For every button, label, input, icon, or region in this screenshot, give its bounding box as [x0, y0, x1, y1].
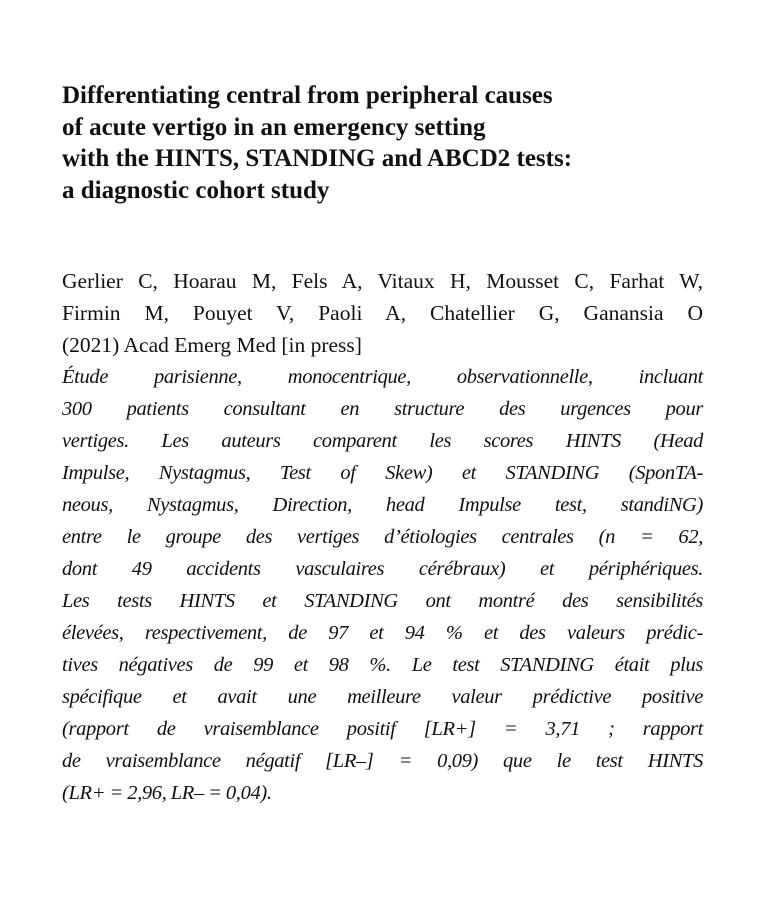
- citation: [62, 265, 703, 361]
- summary-line: 300 patients consultant en structure des urgences pour: [62, 398, 703, 420]
- summary-line: tives négatives de 99 et 98 %. Le test STANDING était plus: [62, 654, 703, 676]
- summary-line: spécifique et avait une meilleure valeur prédictive positive: [62, 686, 703, 708]
- summary-line: entre le groupe des vertiges d’étiologies centrales (n = 62,: [62, 526, 703, 548]
- summary-line: neous, Nystagmus, Direction, head Impulse test, standiNG): [62, 494, 703, 516]
- citation-line: Firmin M, Pouyet V, Paoli A, Chatellier G, Ganansia O: [62, 301, 703, 325]
- summary-line: dont 49 accidents vasculaires cérébraux) et périphériques.: [62, 558, 703, 580]
- article-title: [62, 80, 572, 206]
- summary-line: Impulse, Nystagmus, Test of Skew) et STANDING (SponTA-: [62, 462, 703, 484]
- summary-line: élevées, respectivement, de 97 et 94 % et des valeurs prédic-: [62, 622, 703, 644]
- summary-line: vertiges. Les auteurs comparent les scores HINTS (Head: [62, 430, 703, 452]
- title-line: with the HINTS, STANDING and ABCD2 tests:: [62, 145, 573, 172]
- summary-line: Les tests HINTS et STANDING ont montré des sensibilités: [62, 590, 703, 612]
- citation-line: (2021) Acad Emerg Med [in press]: [62, 333, 362, 357]
- title-line: a diagnostic cohort study: [62, 176, 330, 204]
- summary-line: (rapport de vraisemblance positif [LR+] = 3,71 ; rapport: [62, 718, 703, 740]
- summary-line: (LR+ = 2,96, LR– = 0,04).: [62, 782, 272, 804]
- summary-line: de vraisemblance négatif [LR–] = 0,09) que le test HINTS: [62, 750, 703, 772]
- citation-line: Gerlier C, Hoarau M, Fels A, Vitaux H, Mousset C, Farhat W,: [62, 269, 703, 293]
- title-line: of acute vertigo in an emergency setting: [62, 113, 486, 141]
- title-line: Differentiating central from peripheral causes: [62, 82, 553, 109]
- summary: [62, 361, 703, 809]
- article-body: [62, 265, 703, 809]
- summary-line: Étude parisienne, monocentrique, observationnelle, incluant: [62, 366, 703, 388]
